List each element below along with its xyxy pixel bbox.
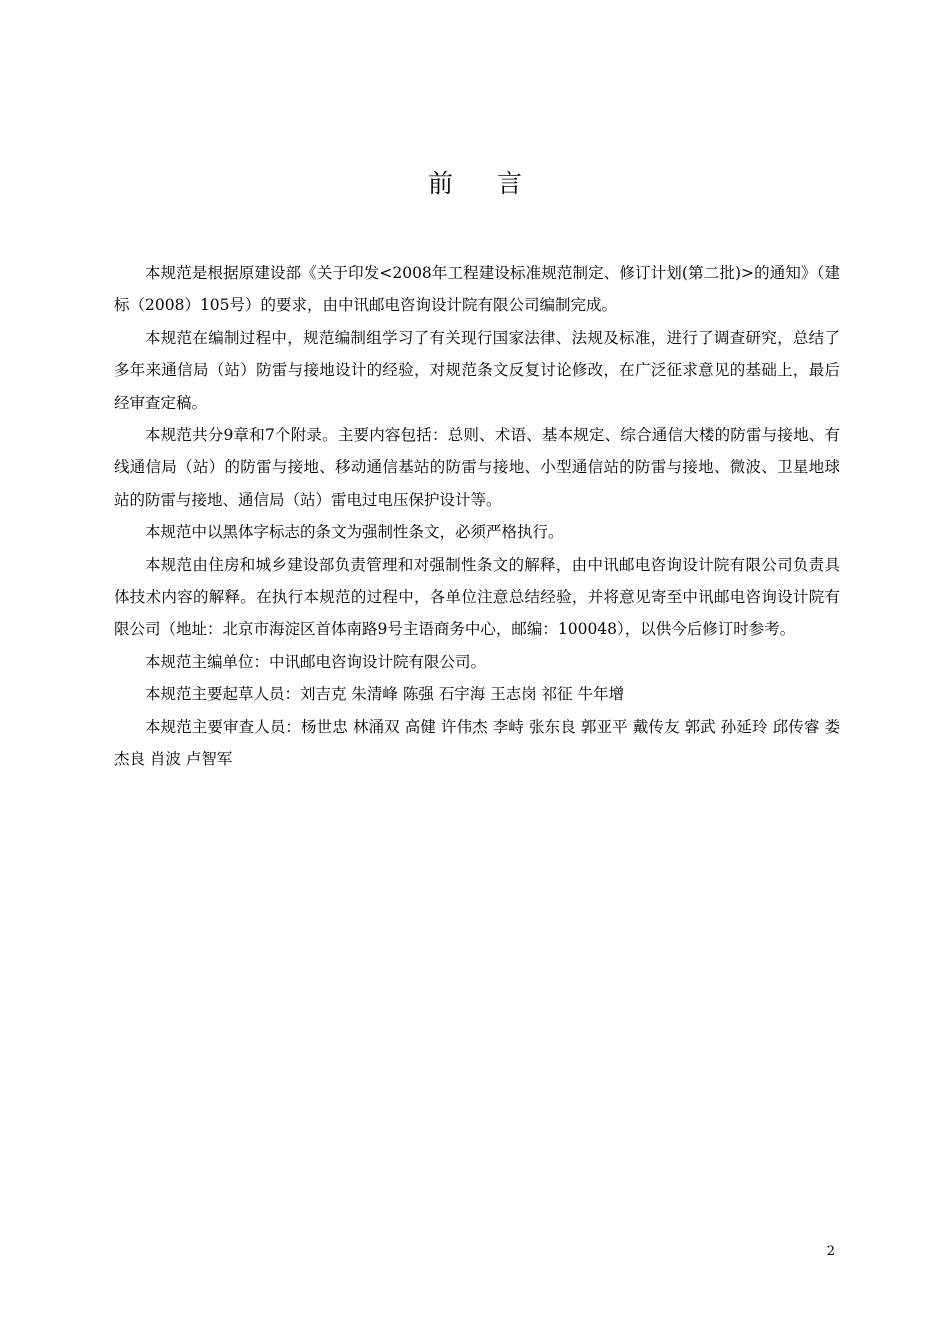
page-title: 前言	[427, 169, 566, 198]
paragraph-compilation-process: 本规范在编制过程中，规范编制组学习了有关现行国家法律、法规及标准，进行了调查研究，总结了多年来通信局（站）防雷与接地设计的经验，对规范条文反复讨论修改，在广泛征求意见的基础上，最后经审查定稿。	[114, 328, 840, 412]
paragraph-drafters: 本规范主要起草人员：刘吉克 朱清峰 陈强 石宇海 王志岗 祁征 牛年增	[145, 685, 625, 704]
document-body	[114, 257, 840, 776]
paragraph-contents: 本规范共分9章和7个附录。主要内容包括：总则、术语、基本规定、综合通信大楼的防雷与接地、有线通信局（站）的防雷与接地、移动通信基站的防雷与接地、小型通信站的防雷与接地、微波、卫星地球站的防雷与接地、通信局（站）雷电过电压保护设计等。	[114, 426, 840, 509]
paragraph-management: 本规范由住房和城乡建设部负责管理和对强制性条文的解释，由中讯邮电咨询设计院有限公司负责具体技术内容的解释。在执行本规范的过程中，各单位注意总结经验，并将意见寄至中讯邮电咨询设计院有限公司（地址：北京市海淀区首体南路9号主语商务中心，邮编：100048），以供今后修订时参考。	[114, 555, 840, 639]
paragraph-basis: 本规范是根据原建设部《关于印发<2008年工程建设标准规范制定、修订计划(第二批)>的通知》（建标（2008）105号）的要求，由中讯邮电咨询设计院有限公司编制完成。	[114, 264, 840, 315]
paragraph-mandatory-clauses: 本规范中以黑体字标志的条文为强制性条文，必须严格执行。	[145, 523, 564, 542]
page-number: 2	[826, 1244, 835, 1259]
paragraph-chief-editor: 本规范主编单位：中讯邮电咨询设计院有限公司。	[145, 652, 487, 671]
paragraph-reviewers: 本规范主要审查人员：杨世忠 林涌双 高健 许伟杰 李峙 张东良 郭亚平 戴传友 郭武 孙延玲 邱传睿 娄杰良 肖波 卢智军	[114, 717, 840, 769]
